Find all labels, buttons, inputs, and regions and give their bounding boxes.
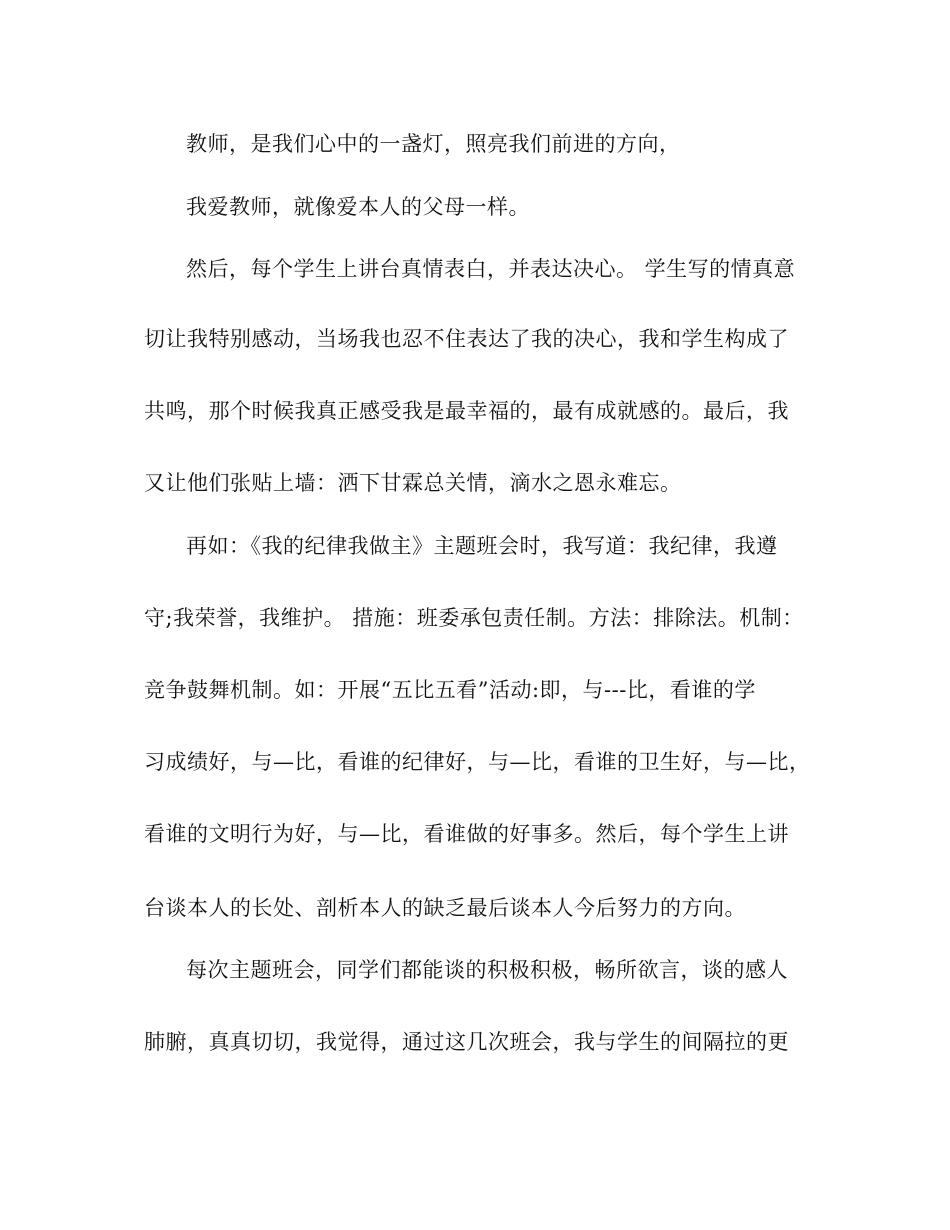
text-line: 习成绩好，与—比，看谁的纪律好，与—比，看谁的卫生好，与—比， — [144, 750, 811, 774]
text-line: 再如：《我的纪律我做主》主题班会时，我写道：我纪律，我遵 — [186, 534, 778, 558]
text-line: 又让他们张贴上墙：洒下甘霖总关情，滴水之恩永难忘。 — [144, 471, 682, 495]
text-line: 守;我荣誉，我维护。 措施：班委承包责任制。方法：排除法。机制： — [144, 606, 804, 630]
text-line: 肺腑，真真切切，我觉得，通过这几次班会，我与学生的间隔拉的更 — [144, 1030, 789, 1054]
text-line: 切让我特别感动，当场我也忍不住表达了我的决心，我和学生构成了 — [144, 327, 789, 351]
text-line: 共鸣，那个时候我真正感受我是最幸福的，最有成就感的。最后，我 — [144, 399, 789, 423]
text-line: 教师，是我们心中的一盏灯，照亮我们前进的方向， — [186, 132, 681, 156]
text-line: 然后，每个学生上讲台真情表白，并表达决心。 学生写的情真意 — [186, 257, 796, 281]
text-line: 每次主题班会，同学们都能谈的积极积极，畅所欲言，谈的感人 — [186, 958, 788, 982]
text-line: 竞争鼓舞机制。如：开展“五比五看”活动:即，与---比，看谁的学 — [144, 678, 756, 702]
text-line: 我爱教师，就像爱本人的父母一样。 — [186, 195, 530, 219]
text-line: 看谁的文明行为好，与—比，看谁做的好事多。然后，每个学生上讲 — [144, 822, 789, 846]
text-line: 台谈本人的长处、剖析本人的缺乏最后谈本人今后努力的方向。 — [144, 896, 746, 920]
